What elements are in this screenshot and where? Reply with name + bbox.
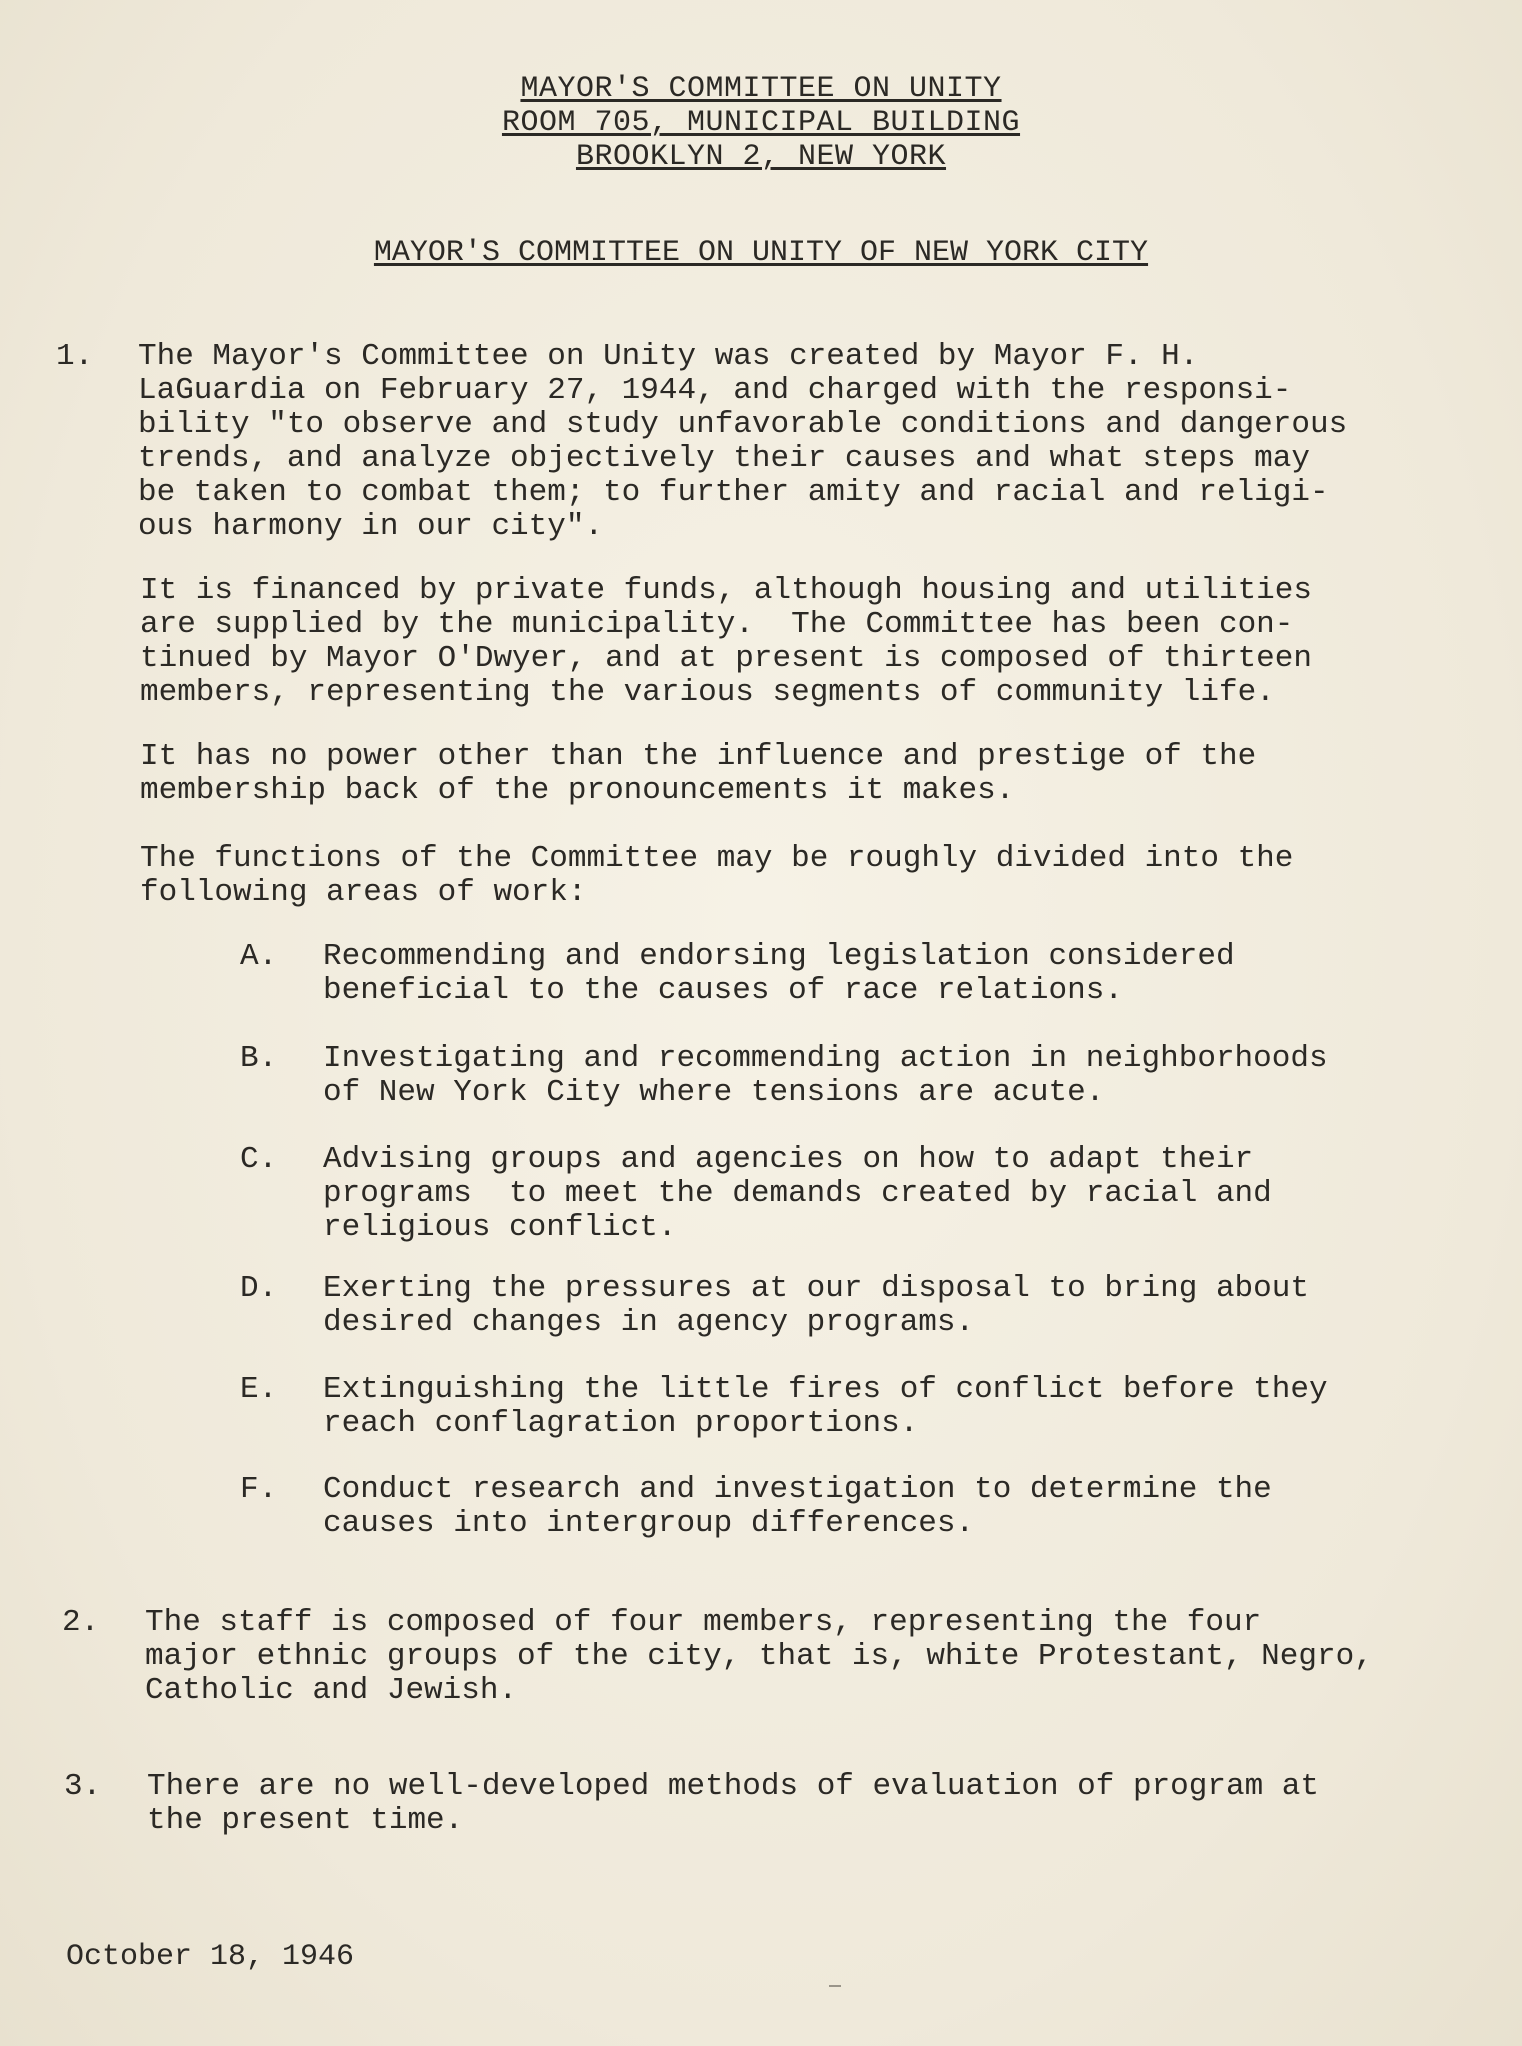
item-a-letter: A. [240,939,278,974]
section-2-text: The staff is composed of four members, representing the four major ethnic groups of the city, that is, white Protestant, Negro, Catholic and Jewish. [145,1605,1373,1708]
item-b-text: Investigating and recommending action in neighborhoods of New York City where tensions are acute. [323,1041,1328,1110]
section-3-number: 3. [64,1769,102,1804]
item-d-text: Exerting the pressures at our disposal to bring about desired changes in agency programs. [323,1271,1309,1340]
item-e-text: Extinguishing the little fires of conflict before they reach conflagration proportions. [323,1372,1328,1441]
document-date: October 18, 1946 [66,1940,355,1974]
item-d-letter: D. [240,1271,278,1306]
letterhead [0,72,1522,174]
section-3-text: There are no well-developed methods of evaluation of program at the present time. [147,1769,1319,1838]
item-b-letter: B. [240,1041,278,1076]
letterhead-room: ROOM 705, MUNICIPAL BUILDING [501,106,1021,140]
item-f-letter: F. [240,1472,278,1507]
document-title-text: MAYOR'S COMMITTEE ON UNITY OF NEW YORK CITY [373,236,1149,270]
section-1-paragraph-1: The Mayor's Committee on Unity was created by Mayor F. H. LaGuardia on February 27, 1944, and charged with the responsi- bility "to observe and study unfavorable conditions and dangerous trends, and analyze objectively their causes and what steps may be taken to combat them; to further amity and racial and religi- ous harmony in our city". [138,339,1348,544]
document-title [0,236,1522,270]
item-a-text: Recommending and endorsing legislation considered beneficial to the causes of race relations. [323,939,1235,1008]
section-2-number: 2. [62,1605,100,1640]
item-c-text: Advising groups and agencies on how to adapt their programs to meet the demands created by racial and religious conflict. [323,1142,1272,1245]
page-mark [829,1985,841,1987]
item-f-text: Conduct research and investigation to determine the causes into intergroup differences. [323,1472,1272,1541]
item-c-letter: C. [240,1142,278,1177]
section-1-paragraph-4: The functions of the Committee may be roughly divided into the following areas of work: [140,841,1294,910]
letterhead-organization: MAYOR'S COMMITTEE ON UNITY [520,72,1002,106]
item-e-letter: E. [240,1372,278,1407]
section-1-paragraph-2: It is financed by private funds, although housing and utilities are supplied by the municipality. The Committee has been con- tinued by Mayor O'Dwyer, and at present is composed of thirteen members, representing the various segments of community life. [140,573,1312,710]
letterhead-city: BROOKLYN 2, NEW YORK [575,140,947,174]
section-1-number: 1. [56,339,94,374]
section-1-paragraph-3: It has no power other than the influence and prestige of the membership back of the pronouncements it makes. [140,739,1257,808]
